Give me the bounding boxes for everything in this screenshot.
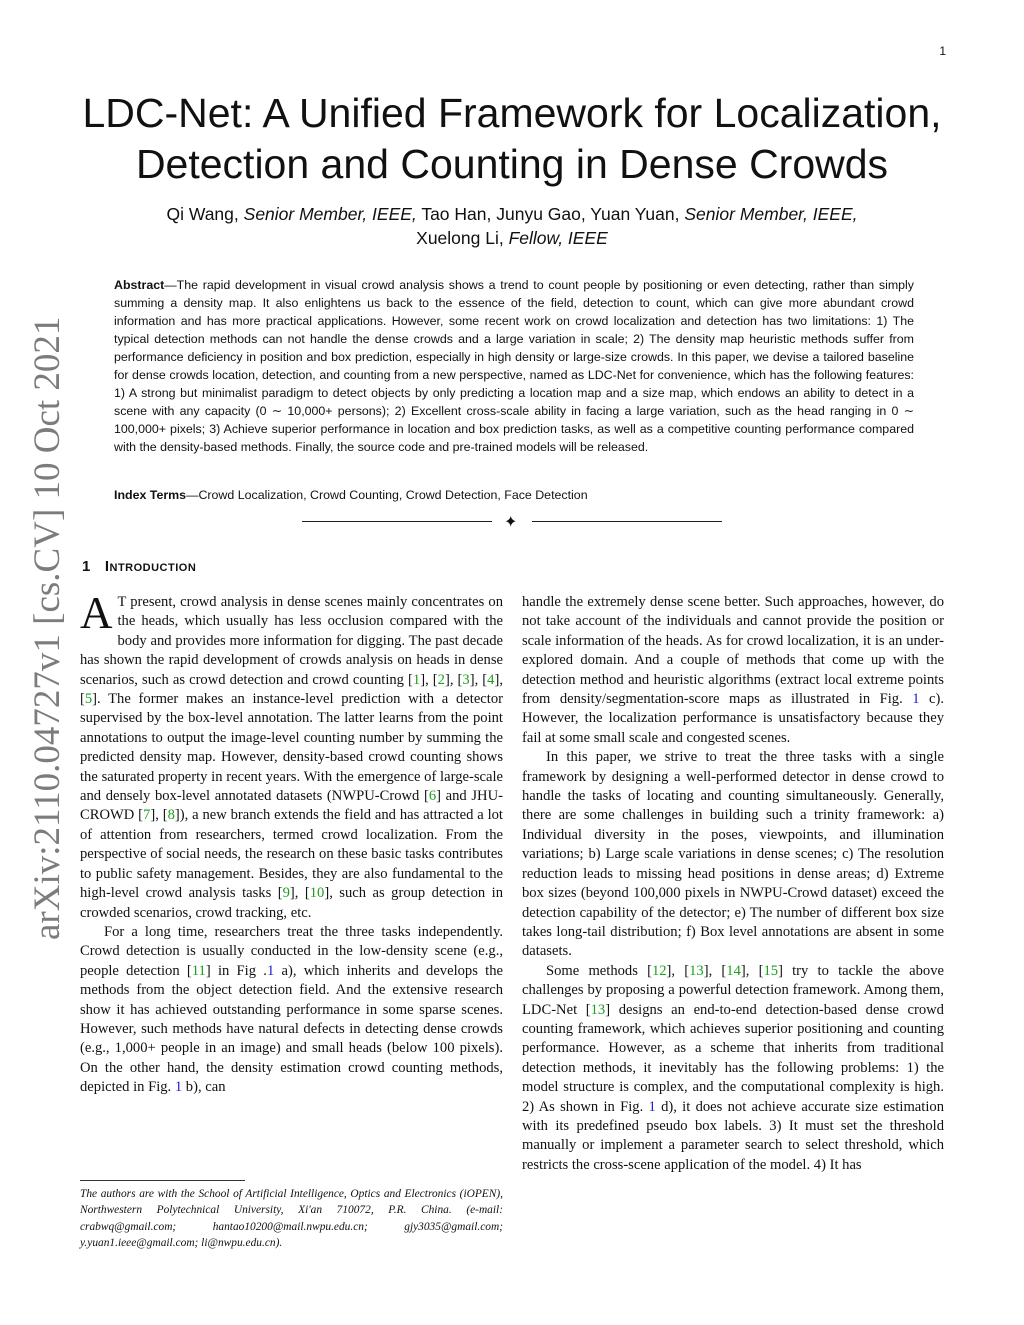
citation-link[interactable]: 10 (309, 885, 325, 902)
citation-link[interactable]: 11 (191, 962, 206, 979)
intro-paragraph-4: In this paper, we strive to treat the three tasks with a single framework by designing a well-performed detector in dense crowd to handle the tasks of locating and counting simultaneously. Generally, there are some challenges in building such a trinity framework: a) Individual diversity in the poses, viewpoints, and illumination variations; b) Large scale variations in dense scenes; c) The resolution reduction leads to missing head positions in dense areas; d) Extreme box sizes (beyond 100,000 pixels in NWPU-Crowd dataset) exceed the detection capability of the detector; e) The number of different box size takes long-tail distribution; f) Box level annotations are absent in some datasets. (522, 749, 944, 960)
separator-rule-left (302, 521, 492, 522)
section-separator (302, 513, 722, 531)
author-2-role: Senior Member, IEEE, (684, 204, 858, 224)
author-3: Xuelong Li, (416, 227, 504, 248)
figure-link[interactable]: 1 (912, 691, 920, 708)
affiliation-footnote: The authors are with the School of Artificial Intelligence, Optics and Electronics (iOPEN), Northwestern Polytechnical University, Xi'an 710072, P.R. China. (e-mail: crabwq@gmail.com; hantao10200@mail.nwpu.edu.cn; gjy3035@gmail.com; y.yuan1.ieee@gmail.com; li@nwpu.edu.cn). (80, 1188, 503, 1250)
citation-link[interactable]: 3 (462, 671, 470, 688)
paper-title: LDC-Net: A Unified Framework for Localization, Detection and Counting in Dense Crowds (82, 90, 942, 188)
separator-rule-right (532, 521, 722, 522)
citation-link[interactable]: 9 (282, 885, 290, 902)
right-column (522, 593, 944, 1175)
drop-cap: A (80, 588, 113, 638)
footnote-rule (80, 1180, 245, 1181)
page-number: 1 (939, 44, 946, 58)
citation-link[interactable]: 7 (143, 807, 151, 824)
figure-link[interactable]: 1 (174, 1079, 183, 1096)
citation-link[interactable]: 15 (763, 962, 779, 979)
citation-link[interactable]: 14 (726, 962, 741, 979)
citation-link[interactable]: 12 (651, 962, 667, 979)
index-terms-text: —Crowd Localization, Crowd Counting, Crowd Detection, Face Detection (186, 488, 588, 502)
citation-link[interactable]: 4 (487, 671, 495, 688)
index-terms (114, 487, 914, 504)
author-2: Tao Han, Junyu Gao, Yuan Yuan, (421, 204, 680, 224)
index-terms-label: Index Terms (114, 488, 187, 502)
author-3-role: Fellow, IEEE (508, 227, 608, 248)
separator-diamond-icon: ✦ (504, 512, 518, 531)
intro-paragraph-2: For a long time, researchers treat the three tasks independently. Crowd detection is usually conducted in the low-density scene (e.g., people detection [11] in Fig .1 a), which inherits and develops the methods from the object detection field. And the extensive research show it has achieved outstanding performance in some sparse scenes. However, such methods have natural defects in detecting dense crowds (e.g., 1,000+ people in an image) and small heads (below 100 pixels). On the other hand, the density estimation crowd counting methods, depicted in Fig. 1 b), can (80, 923, 503, 1096)
intro-paragraph-3: handle the extremely dense scene better. Such approaches, however, do not take account of the individuals and cannot provide the position or scale information of the heads. As for crowd localization, it is an under-explored domain. And a couple of methods that come up with the detection method and heuristic algorithms (extract local extreme points from density/segmentation-score maps as illustrated in Fig. 1 c). However, the localization performance is unsatisfactory because they fail at some small scale and congested scenes. (522, 594, 945, 746)
intro-paragraph-1: A T present, crowd analysis in dense scenes mainly concentrates on the heads, which usually has less occlusion compared with the body and provides more information for digging. The past decade has shown the rapid development of crowds analysis on heads in dense scenarios, such as crowd detection and crowd counting [1], [2], [3], [4], [5]. The former makes an instance-level prediction with a detector supervised by the box-level annotation. The latter learns from the point annotations to output the image-level counting number by summing the predicted density map. However, density-based crowd counting shows the saturated property in recent years. With the emergence of large-scale and densely box-level annotated datasets (NWPU-Crowd [6] and JHU-CROWD [7], [8]), a new branch extends the field and has attracted a lot of attention from researchers, termed crowd localization. From the perspective of social needs, the research on these basic tasks contributes to public safety management. Besides, they are also fundamental to the high-level crowd analysis tasks [9], [10], such as group detection in crowded scenarios, crowd tracking, etc. (80, 588, 503, 921)
figure-link[interactable]: 1 (266, 962, 275, 979)
intro-paragraph-5: Some methods [12], [13], [14], [15] try to tackle the above challenges by proposing a powerful detection framework. Among them, LDC-Net [13] designs an end-to-end detection-based dense crowd counting framework, which achieves superior positioning and counting performance. However, as a scheme that inherits from traditional detection methods, it inevitably has the following problems: 1) the model structure is complex, and the computational complexity is high. 2) As shown in Fig. 1 d), it does not achieve accurate size estimation with its predefined pseudo box labels. 3) It must set the threshold manually or implement a parameter search to select threshold, which restricts the cross-scene application of the model. 4) It has (522, 962, 944, 1173)
citation-link[interactable]: 1 (412, 671, 421, 688)
citation-link[interactable]: 13 (590, 1001, 606, 1018)
author-list (100, 203, 924, 250)
left-column (80, 588, 503, 1098)
author-1-role: Senior Member, IEEE, (243, 204, 417, 224)
citation-link[interactable]: 2 (437, 671, 445, 688)
citation-link[interactable]: 8 (167, 807, 175, 824)
abstract (114, 277, 914, 457)
arxiv-stamp: arXiv:2110.04727v1 [cs.CV] 10 Oct 2021 (27, 316, 68, 940)
abstract-text: —The rapid development in visual crowd analysis shows a trend to count people by positioning or even detecting, rather than simply summing a density map. It also enlightens us back to the essence of the field, detection to count, which can give more abundant crowd information and has more practical applications. However, some recent work on crowd localization and detection has two limitations: 1) The typical detection methods can not handle the dense crowds and a large variation in scale; 2) The density map heuristic methods suffer from performance deficiency in position and box prediction, especially in high density or large-size crowds. In this paper, we devise a tailored baseline for dense crowds location, detection, and counting from a new perspective, named as LDC-Net for convenience, which has the following features: 1) A strong but minimalist paradigm to detect objects by only predicting a location map and a size map, which endows an ability to detect in a scene with any capacity (0 ∼ 10,000+ persons); 2) Excellent cross-scale ability in facing a large variation, such as the head ranging in 0 ∼ 100,000+ pixels; 3) Achieve superior performance in location and box prediction tasks, as well as a competitive counting performance compared with the density-based methods. Finally, the source code and pre-trained models will be released. (114, 278, 914, 454)
citation-link[interactable]: 13 (689, 962, 704, 979)
section-title: Introduction (104, 558, 197, 575)
citation-link[interactable]: 6 (428, 788, 437, 805)
figure-link[interactable]: 1 (648, 1098, 656, 1115)
citation-link[interactable]: 5 (84, 691, 93, 708)
abstract-label: Abstract (114, 278, 165, 292)
author-1: Qi Wang, (166, 204, 239, 224)
section-heading (82, 558, 196, 575)
section-number: 1 (82, 558, 91, 575)
